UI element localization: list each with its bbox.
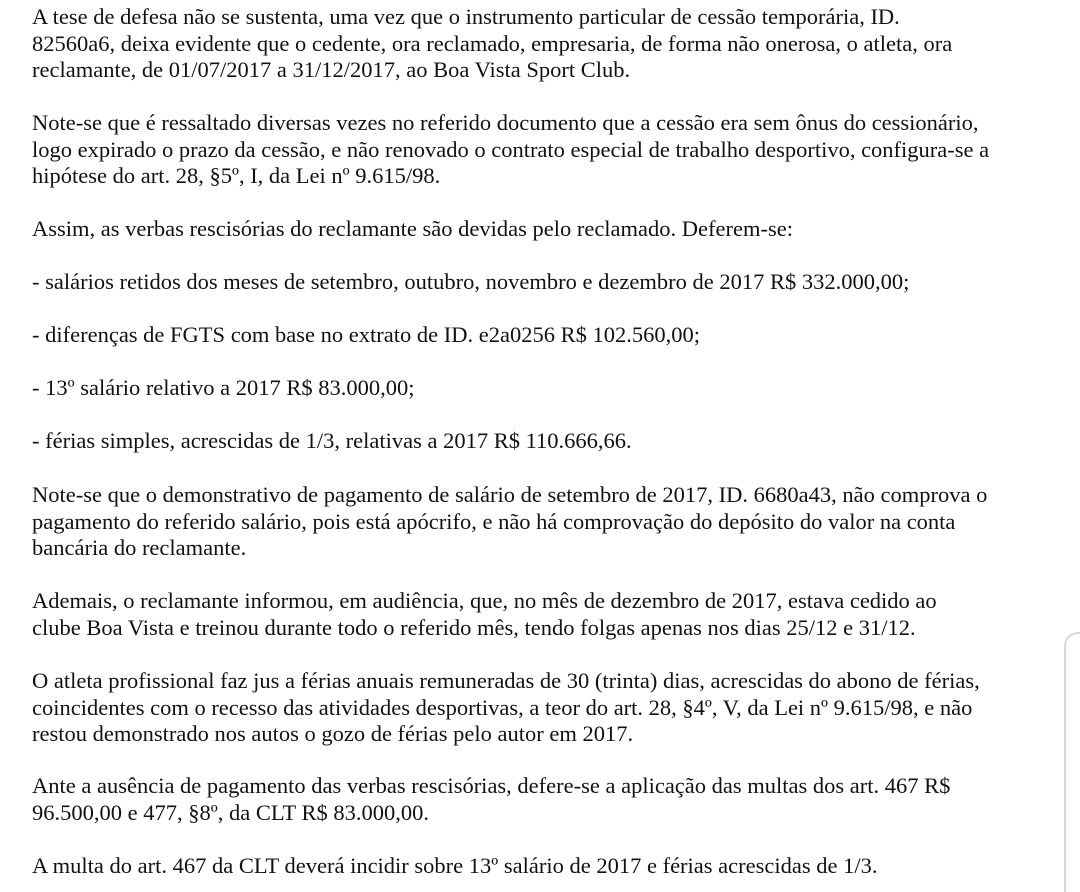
paragraph-severance-due <box>32 216 793 243</box>
text-line: A tese de defesa não se sustenta, uma vez que o instrumento particular de cessão temporária, ID. <box>32 4 900 29</box>
text-line: Ademais, o reclamante informou, em audiência, que, no mês de dezembro de 2017, estava cedido ao <box>32 588 937 613</box>
text-line: - diferenças de FGTS com base no extrato de ID. e2a0256 R$ 102.560,00; <box>32 322 700 347</box>
paragraph-vacation-rights <box>32 668 980 748</box>
text-line: pagamento do referido salário, pois está apócrifo, e não há comprovação do depósito do valor na conta <box>32 508 956 534</box>
text-line: hipótese do art. 28, §5º, I, da Lei nº 9.615/98. <box>32 163 441 188</box>
paragraph-fines <box>32 773 950 826</box>
text-line: Ante a ausência de pagamento das verbas rescisórias, defere-se a aplicação das multas dos art. 467 R$ <box>32 773 951 798</box>
text-line: 96.500,00 e 477, §8º, da CLT R$ 83.000,00. <box>32 799 429 825</box>
text-line: logo expirado o prazo da cessão, e não renovado o contrato especial de trabalho desportivo, configura-se a <box>32 136 990 162</box>
list-item-withheld-salaries <box>32 269 909 296</box>
paragraph-fine-basis <box>32 853 877 880</box>
text-line: A multa do art. 467 da CLT deverá incidir sobre 13º salário de 2017 e férias acrescidas de 1/3. <box>32 853 878 878</box>
list-item-vacation <box>32 428 632 455</box>
text-line: O atleta profissional faz jus a férias anuais remuneradas de 30 (trinta) dias, acrescidas do abono de férias, <box>32 668 980 693</box>
text-line: - férias simples, acrescidas de 1/3, relativas a 2017 R$ 110.666,66. <box>32 428 632 453</box>
paragraph-hearing-statement <box>32 588 937 641</box>
text-line: 82560a6, deixa evidente que o cedente, ora reclamado, empresaria, de forma não onerosa, o atleta, ora <box>32 30 953 56</box>
list-item-fgts-differences <box>32 322 700 349</box>
paragraph-cession-note <box>32 110 989 190</box>
text-line: restou demonstrado nos autos o gozo de férias pelo autor em 2017. <box>32 721 634 746</box>
text-line: Assim, as verbas rescisórias do reclamante são devidas pelo reclamado. Deferem-se: <box>32 216 793 241</box>
text-line: - salários retidos dos meses de setembro, outubro, novembro e dezembro de 2017 R$ 332.000,00; <box>32 269 910 294</box>
text-line: - 13º salário relativo a 2017 R$ 83.000,00; <box>32 375 415 400</box>
paragraph-defense-thesis <box>32 4 952 84</box>
text-line: coincidentes com o recesso das atividades desportivas, a teor do art. 28, §4º, V, da Lei nº 9.615/98, e não <box>32 694 973 720</box>
scrollbar-track[interactable] <box>1064 632 1080 892</box>
paragraph-payslip-note <box>32 482 987 562</box>
text-line: Note-se que é ressaltado diversas vezes no referido documento que a cessão era sem ônus do cessionário, <box>32 110 979 135</box>
text-line: clube Boa Vista e treinou durante todo o referido mês, tendo folgas apenas nos dias 25/12 e 31/12. <box>32 614 916 640</box>
text-line: Note-se que o demonstrativo de pagamento de salário de setembro de 2017, ID. 6680a43, não comprova o <box>32 482 988 507</box>
list-item-13th-salary <box>32 375 415 402</box>
text-line: bancária do reclamante. <box>32 535 247 560</box>
text-line: reclamante, de 01/07/2017 a 31/12/2017, ao Boa Vista Sport Club. <box>32 57 631 82</box>
